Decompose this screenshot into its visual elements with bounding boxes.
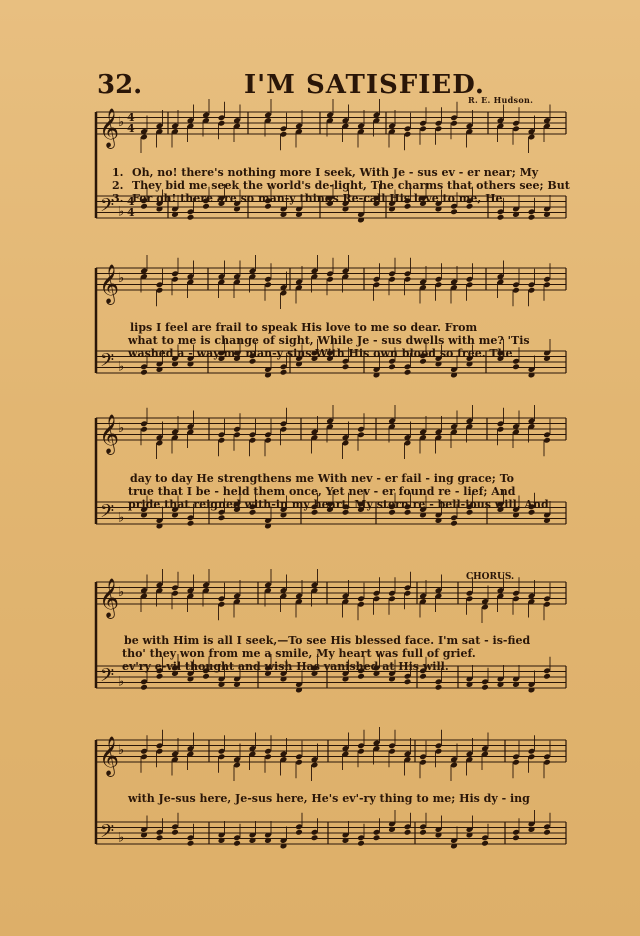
note — [357, 673, 365, 680]
treble-clef: 𝄞 — [99, 578, 120, 618]
lyric-line: washed a - way my man-y sins With His own blood so free. The — [128, 347, 513, 360]
lyric-line: tho' they won from me a smile, My heart was full of grief. — [122, 647, 476, 660]
key-signature-flat: ♭ — [118, 743, 125, 758]
note — [156, 673, 164, 680]
note — [156, 834, 164, 841]
note — [202, 673, 210, 680]
hymn-title: I'M SATISFIED. — [244, 70, 485, 100]
treble-clef: 𝄞 — [99, 264, 120, 304]
bass-clef: 𝄢 — [100, 501, 115, 527]
note — [373, 834, 381, 841]
bass-clef: 𝄢 — [100, 665, 115, 691]
lyric-line: 2. They bid me seek the world's de-light, The charms that others see; But — [112, 179, 570, 192]
key-signature-flat: ♭ — [118, 204, 125, 220]
note — [404, 829, 412, 836]
treble-clef: 𝄞 — [99, 108, 120, 148]
note — [512, 363, 520, 370]
lyric-line: pride that reigned with-in my heart, My stern re - bell-ious will, And — [128, 498, 549, 511]
note — [218, 514, 226, 521]
note — [528, 214, 536, 221]
time-signature: 4 — [127, 122, 135, 135]
lyric-line: with Je-sus here, Je-sus here, He's ev'-ry thing to me; His dy - ing — [128, 792, 530, 805]
note — [450, 208, 458, 215]
note — [419, 673, 427, 680]
note — [543, 829, 551, 836]
note — [357, 840, 365, 847]
note — [171, 829, 179, 836]
lyric-line: true that I be - held them once, Yet nev - er found re - lief; And — [128, 485, 516, 498]
note — [187, 840, 195, 847]
note — [419, 829, 427, 836]
key-signature-flat: ♭ — [118, 421, 125, 436]
note — [311, 834, 319, 841]
note — [233, 840, 241, 847]
time-signature: 4 — [127, 206, 135, 219]
note — [481, 840, 489, 847]
note — [388, 363, 396, 370]
lyric-line: be with Him is all I seek,—To see His blessed face. I'm sat - is-fied — [124, 634, 531, 647]
note — [404, 369, 412, 376]
key-signature-flat: ♭ — [118, 115, 125, 130]
note — [512, 834, 520, 841]
bass-clef: 𝄢 — [100, 350, 115, 376]
key-signature-flat: ♭ — [118, 510, 125, 526]
note — [404, 678, 412, 685]
bass-clef: 𝄢 — [100, 821, 115, 847]
chorus-label: CHORUS. — [466, 572, 515, 582]
key-signature-flat: ♭ — [118, 271, 125, 286]
bass-clef: 𝄢 — [100, 195, 115, 221]
note — [280, 369, 288, 376]
note — [450, 520, 458, 527]
treble-clef: 𝄞 — [99, 736, 120, 776]
lyric-line: day to day He strengthens me With nev - er fail - ing grace; To — [130, 472, 514, 485]
note — [435, 684, 443, 691]
lyric-line: 3. For oh! there are so man-y things Re-call His love to me, He — [112, 192, 503, 205]
time-signature: 4 — [127, 111, 135, 124]
note — [140, 684, 148, 691]
lyric-line: ev'ry e-vil thought and wish Has vanished at His will. — [122, 660, 449, 673]
treble-clef: 𝄞 — [99, 414, 120, 454]
lyric-line: what to me is change of sight, While Je - sus dwells with me? 'Tis — [128, 334, 530, 347]
note — [140, 369, 148, 376]
note — [497, 214, 505, 221]
lyric-line: 1. Oh, no! there's nothing more I seek, With Je - sus ev - er near; My — [112, 166, 539, 179]
note — [187, 214, 195, 221]
key-signature-flat: ♭ — [118, 830, 125, 846]
composer-credit: R. E. Hudson. — [468, 95, 534, 105]
note — [481, 684, 489, 691]
time-signature: 4 — [127, 195, 135, 208]
hymn-number: 32. — [97, 70, 143, 100]
note — [342, 363, 350, 370]
lyric-line: lips I feel are frail to speak His love to me so dear. From — [130, 321, 478, 334]
note — [187, 520, 195, 527]
key-signature-flat: ♭ — [118, 674, 125, 690]
key-signature-flat: ♭ — [118, 359, 125, 375]
note — [295, 829, 303, 836]
key-signature-flat: ♭ — [118, 585, 125, 600]
note — [543, 673, 551, 680]
